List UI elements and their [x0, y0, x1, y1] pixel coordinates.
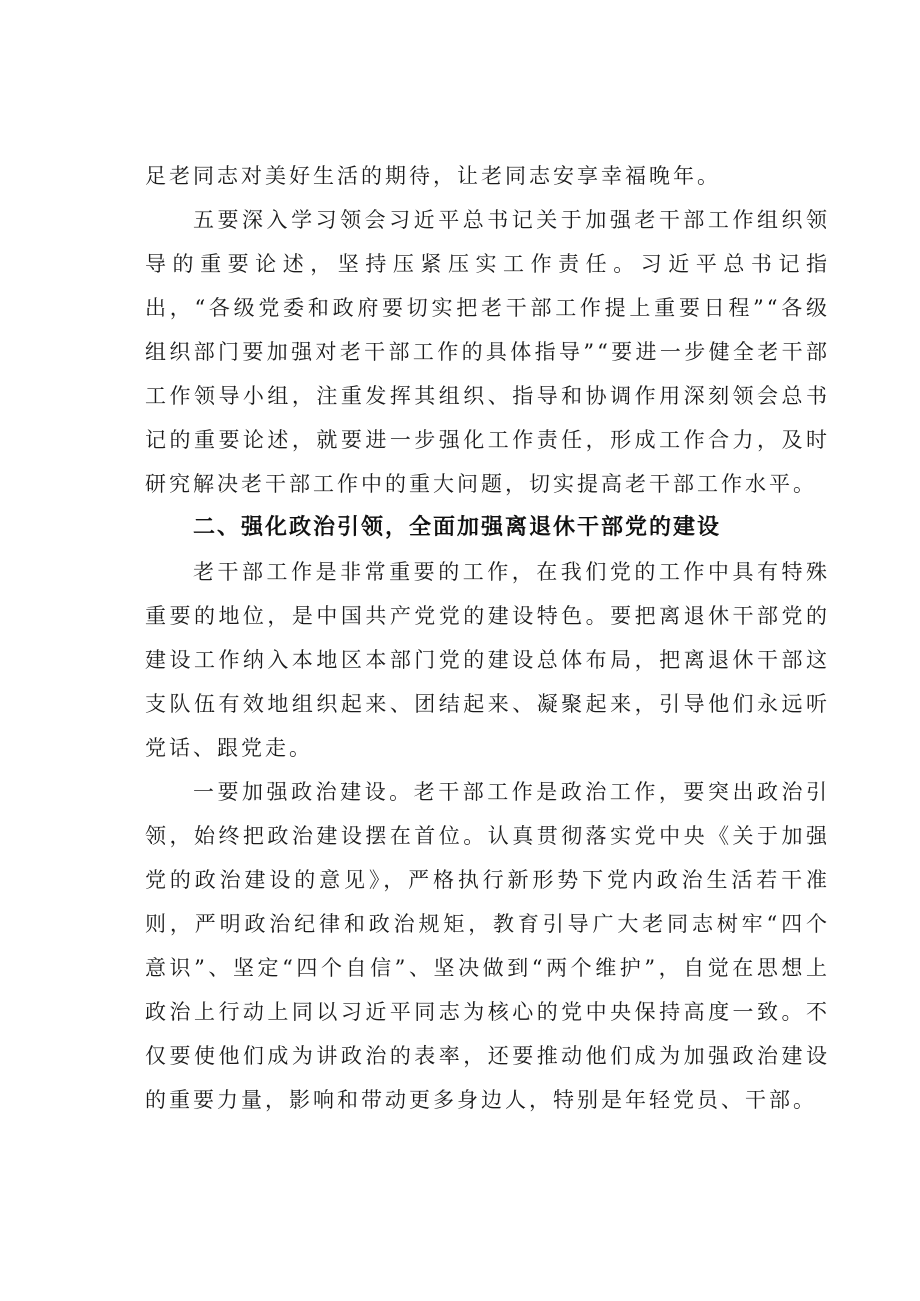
section-heading: 二、强化政治引领，全面加强离退休干部党的建设	[193, 515, 722, 540]
paragraph-point-one: 一要加强政治建设。老干部工作是政治工作，要突出政治引领，始终把政治建设摆在首位。认真贯彻落实党中央《关于加强党的政治建设的意见》，严格执行新形势下党内政治生活若干准则，严明政治纪律和政治规矩，教育引导广大老同志树牢“四个意识”、坚定“四个自信”、坚决做到“两个维护”，自觉在思想上政治上行动上同以习近平同志为核心的党中央保持高度一致。不仅要使他们成为讲政治的表率，还要推动他们成为加强政治建设的重要力量，影响和带动更多身边人，特别是年轻党员、干部。	[145, 780, 830, 1112]
paragraph-section-intro: 老干部工作是非常重要的工作，在我们党的工作中具有特殊重要的地位，是中国共产党党的建设特色。要把离退休干部党的建设工作纳入本地区本部门党的建设总体布局，把离退休干部这支队伍有效地组织起来、团结起来、凝聚起来，引导他们永远听党话、跟党走。	[145, 560, 830, 760]
paragraph-point-five: 五要深入学习领会习近平总书记关于加强老干部工作组织领导的重要论述，坚持压紧压实工作责任。习近平总书记指出，“各级党委和政府要切实把老干部工作提上重要日程”“各级组织部门要加强对老干部工作的具体指导”“要进一步健全老干部工作领导小组，注重发挥其组织、指导和协调作用深刻领会总书记的重要论述，就要进一步强化工作责任，形成工作合力，及时研究解决老干部工作中的重大问题，切实提高老干部工作水平。	[145, 208, 830, 496]
document-body	[145, 154, 830, 1122]
paragraph-continuation: 足老同志对美好生活的期待，让老同志安享幸福晚年。	[145, 164, 721, 188]
